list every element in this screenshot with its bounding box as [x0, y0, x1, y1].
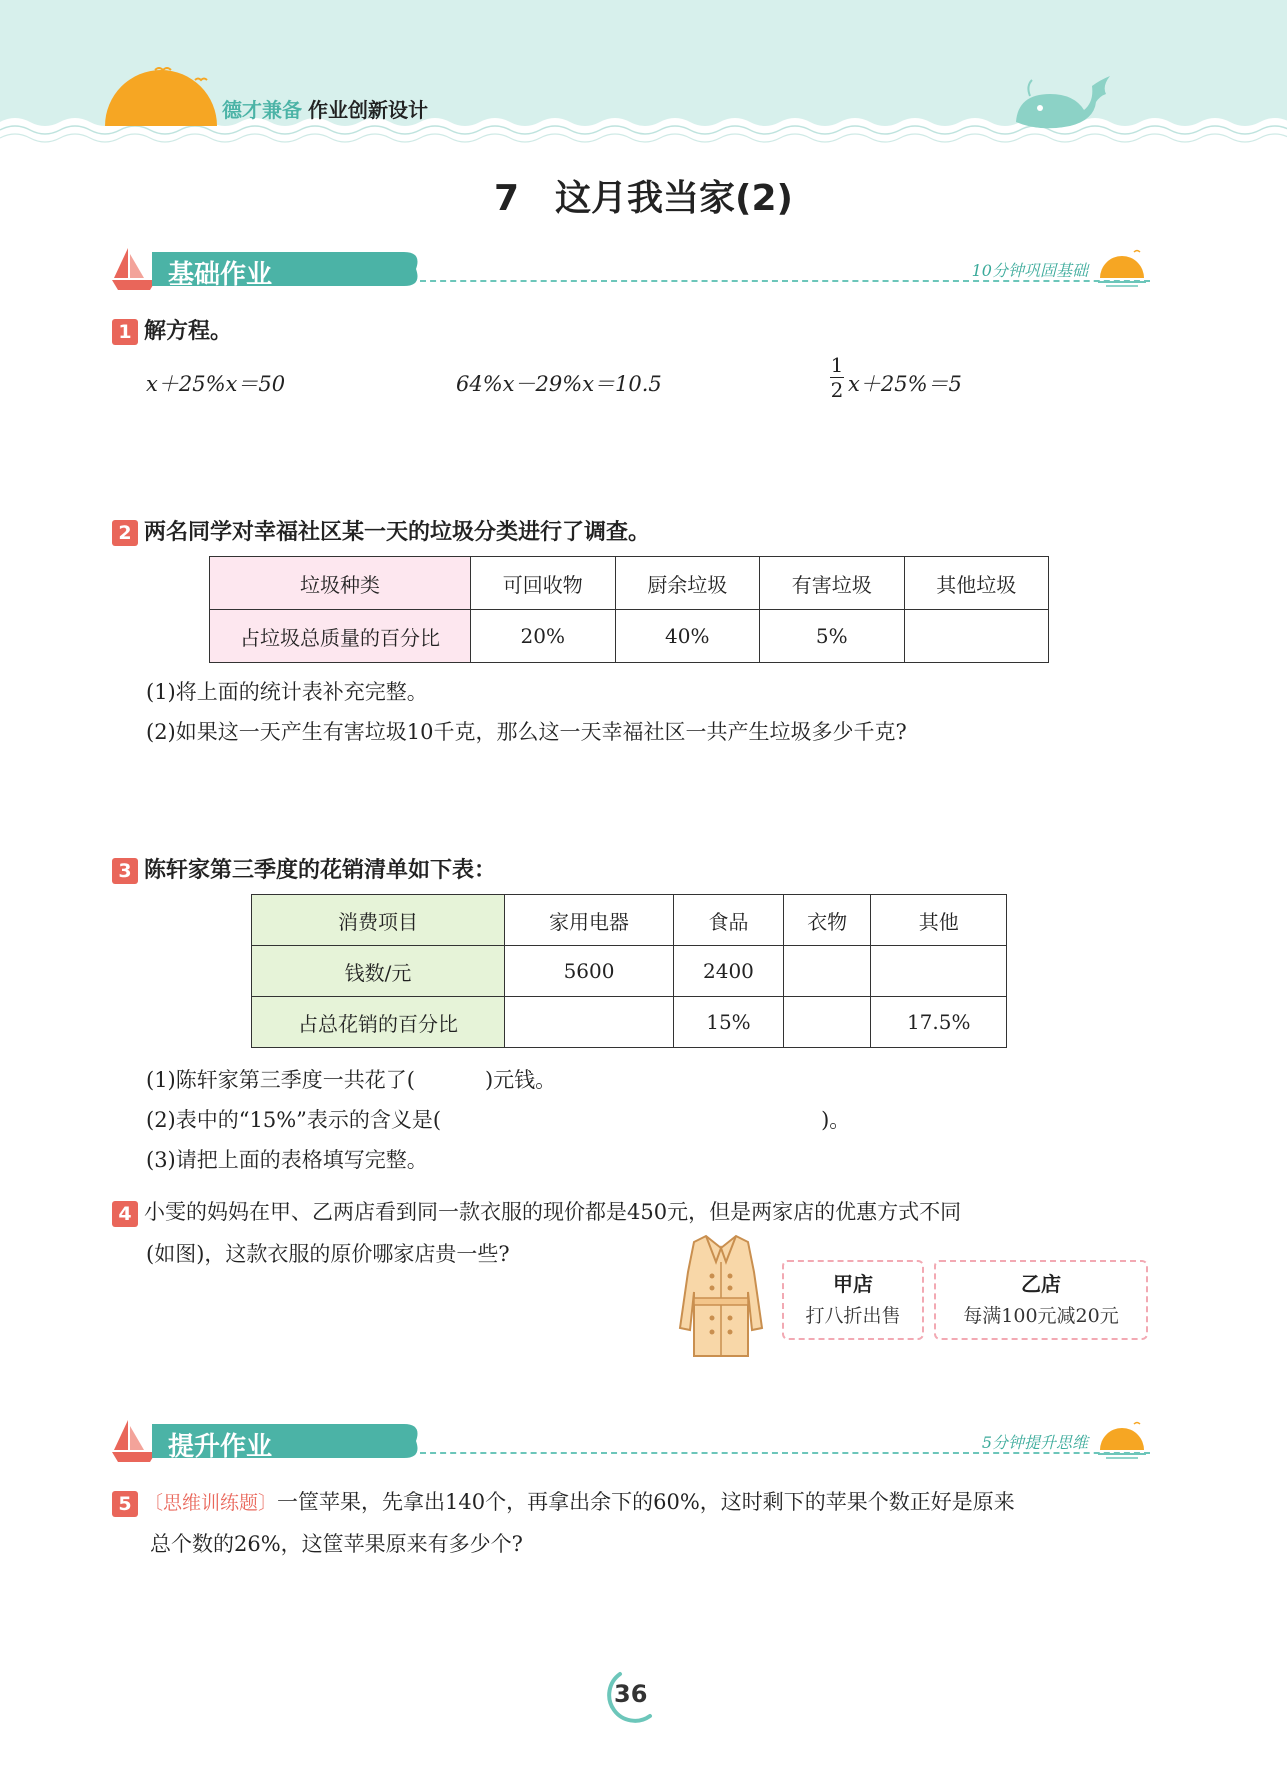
table-cell: 2400 [674, 946, 784, 997]
garbage-table [209, 556, 1049, 663]
sub-text: (2)表中的“15%”表示的含义是( [146, 1108, 442, 1132]
question-number: 1 [112, 319, 138, 345]
question-5-line-2: 总个数的26%，这筐苹果原来有多少个? [150, 1532, 523, 1556]
equation-2: 64%x－29%x＝10.5 [456, 372, 662, 396]
table-cell-blank[interactable] [783, 946, 871, 997]
table-cell-blank[interactable] [783, 997, 871, 1048]
sub-text: (1)陈轩家第三季度一共花了( [146, 1068, 415, 1092]
question-text: 解方程。 [144, 319, 233, 344]
table-cell: 15% [674, 997, 784, 1048]
question-4-line-2: (如图)，这款衣服的原价哪家店贵一些? [146, 1242, 510, 1266]
table-cell-blank[interactable] [871, 946, 1007, 997]
table-header-cell: 垃圾种类 [210, 557, 471, 610]
table-header-cell: 食品 [674, 895, 784, 946]
question-2-sub-2: (2)如果这一天产生有害垃圾10千克，那么这一天幸福社区一共产生垃圾多少千克? [146, 720, 907, 744]
table-header-cell: 家用电器 [505, 895, 674, 946]
sun-icon [1094, 1420, 1150, 1460]
table-row-label: 钱数/元 [252, 946, 505, 997]
question-text: 陈轩家第三季度的花销清单如下表： [144, 858, 497, 883]
page-number-text: 36 [614, 1680, 648, 1708]
shop-a-card [782, 1260, 924, 1340]
section-advanced-label: 提升作业 [168, 1432, 273, 1462]
sub-text: )。 [821, 1108, 851, 1132]
fraction-denominator: 2 [830, 378, 844, 402]
equation-1: x＋25%x＝50 [146, 372, 286, 396]
shop-a-name: 甲店 [833, 1272, 873, 1296]
question-5-line-1 [112, 1486, 1015, 1517]
table-cell: 17.5% [871, 997, 1007, 1048]
question-3-title [112, 853, 496, 884]
sub-text: )元钱。 [484, 1068, 557, 1092]
table-cell: 5% [760, 610, 905, 663]
table-cell: 20% [471, 610, 616, 663]
coat-icon [676, 1232, 766, 1362]
table-header-cell: 衣物 [783, 895, 871, 946]
question-number: 3 [112, 858, 138, 884]
question-3-sub-1 [146, 1064, 556, 1094]
page-number [600, 1666, 660, 1726]
shop-a-discount: 打八折出售 [805, 1305, 901, 1327]
brand-black: 作业创新设计 [308, 98, 428, 122]
table-header-cell: 可回收物 [471, 557, 616, 610]
table-cell: 40% [615, 610, 760, 663]
brand-title [222, 94, 428, 123]
table-cell-blank[interactable] [904, 610, 1049, 663]
page-title: 7 这月我当家(2) [493, 178, 793, 219]
question-2-sub-1: (1)将上面的统计表补充完整。 [146, 680, 428, 704]
question-2-title [112, 515, 650, 546]
question-3-sub-3: (3)请把上面的表格填写完整。 [146, 1148, 428, 1172]
section-basic-label: 基础作业 [168, 260, 273, 290]
sun-icon [1094, 248, 1150, 288]
table-cell: 5600 [505, 946, 674, 997]
table-header-cell: 有害垃圾 [760, 557, 905, 610]
question-number: 4 [112, 1201, 138, 1227]
expense-table [251, 894, 1007, 1048]
table-row-label: 占总花销的百分比 [252, 997, 505, 1048]
table-header-cell: 消费项目 [252, 895, 505, 946]
table-header-cell: 其他垃圾 [904, 557, 1049, 610]
table-header-cell: 其他 [871, 895, 1007, 946]
table-cell-blank[interactable] [505, 997, 674, 1048]
question-1-title [112, 314, 232, 345]
section-advanced-hint: 5分钟提升思维 [981, 1433, 1088, 1452]
whale-icon [1010, 72, 1114, 134]
table-row-label: 占垃圾总质量的百分比 [210, 610, 471, 663]
question-text: 一筐苹果，先拿出140个，再拿出余下的60%，这时剩下的苹果个数正好是原来 [277, 1490, 1015, 1514]
section-advanced [110, 1418, 1150, 1468]
shop-b-name: 乙店 [1021, 1272, 1061, 1296]
shop-b-discount: 每满100元减20元 [963, 1305, 1119, 1327]
section-basic-hint: 10分钟巩固基础 [971, 261, 1088, 280]
section-basic [110, 246, 1150, 296]
shop-b-card [934, 1260, 1148, 1340]
question-text: 小雯的妈妈在甲、乙两店看到同一款衣服的现价都是450元，但是两家店的优惠方式不同 [144, 1200, 962, 1224]
fraction-one-half [830, 354, 844, 401]
question-text: 两名同学对幸福社区某一天的垃圾分类进行了调查。 [144, 520, 651, 545]
question-tag: 〔思维训练题〕 [144, 1492, 278, 1514]
fraction-numerator: 1 [830, 353, 844, 377]
question-number: 2 [112, 520, 138, 546]
question-4-line-1 [112, 1196, 961, 1227]
brand-green: 德才兼备 [222, 98, 302, 122]
equation-3: x＋25%＝5 [848, 372, 962, 396]
question-number: 5 [112, 1491, 138, 1517]
question-3-sub-2 [146, 1104, 850, 1134]
table-header-cell: 厨余垃圾 [615, 557, 760, 610]
sun-icon [103, 60, 223, 130]
